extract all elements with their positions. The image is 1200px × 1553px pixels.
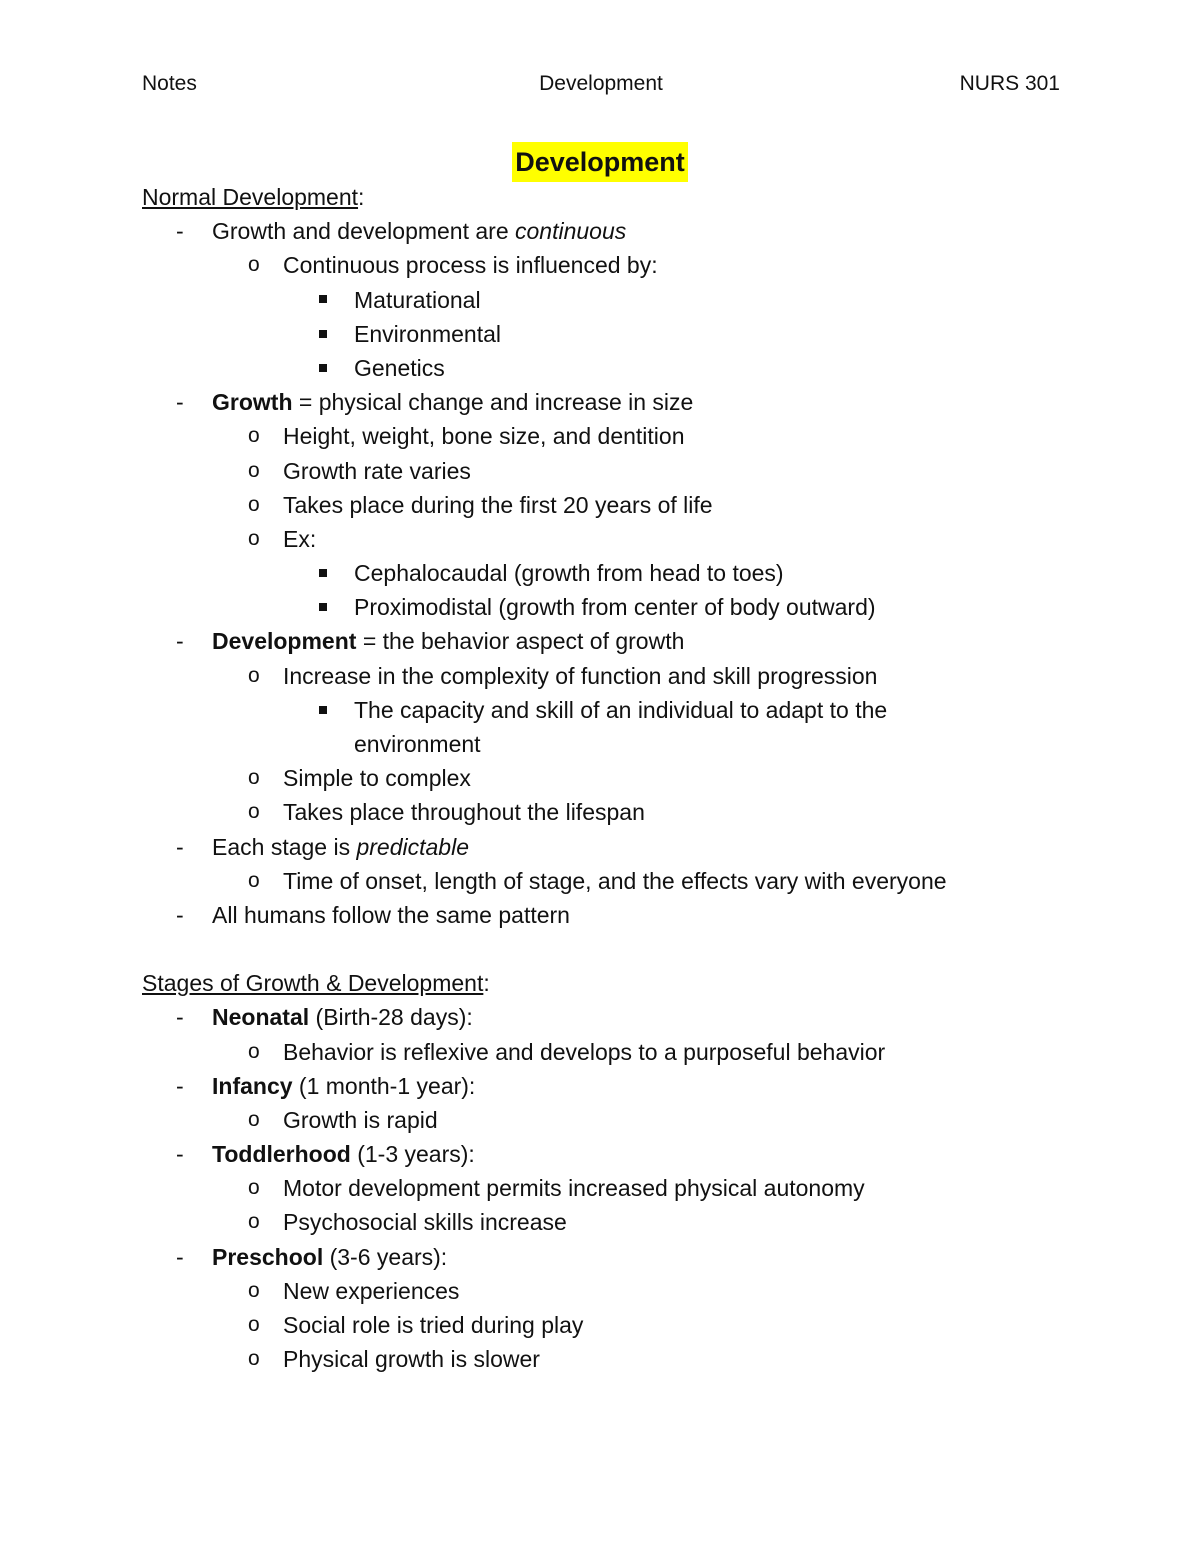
page-header bbox=[142, 72, 1060, 102]
circle-bullet: o bbox=[248, 663, 260, 687]
item-text: environment bbox=[354, 731, 481, 757]
list-item bbox=[142, 385, 1062, 419]
header-center: Development bbox=[539, 72, 663, 95]
item-text: The capacity and skill of an individual to adapt to the bbox=[354, 696, 888, 723]
item-text bbox=[212, 1000, 473, 1034]
circle-bullet: o bbox=[248, 458, 260, 482]
text-part: = the behavior aspect of growth bbox=[356, 628, 685, 655]
text-part: (3-6 years): bbox=[323, 1243, 448, 1270]
dash-bullet: - bbox=[176, 833, 184, 860]
circle-bullet: o bbox=[248, 766, 260, 790]
list-item bbox=[142, 1274, 1062, 1308]
list-item bbox=[142, 556, 1062, 590]
header-right: NURS 301 bbox=[959, 72, 1060, 95]
circle-bullet: o bbox=[248, 1176, 260, 1200]
text-part: = physical change and increase in size bbox=[292, 389, 694, 416]
item-text: Increase in the complexity of function and skill progression bbox=[283, 662, 878, 689]
item-text: Time of onset, length of stage, and the effects vary with everyone bbox=[283, 867, 947, 894]
item-text: Continuous process is influenced by: bbox=[283, 252, 658, 279]
bold-term: Growth bbox=[212, 389, 293, 416]
section-heading-colon: : bbox=[358, 184, 365, 210]
item-text: Ex: bbox=[283, 525, 317, 552]
list-item bbox=[142, 1103, 1062, 1137]
circle-bullet: o bbox=[248, 526, 260, 550]
circle-bullet: o bbox=[248, 868, 260, 892]
dash-bullet: - bbox=[176, 1072, 184, 1099]
document-title: Development bbox=[512, 142, 688, 182]
square-bullet-icon bbox=[319, 283, 327, 317]
list-item bbox=[142, 317, 1062, 351]
section-heading bbox=[142, 180, 1062, 214]
item-text: Social role is tried during play bbox=[283, 1312, 584, 1338]
list-item bbox=[142, 590, 1062, 624]
dash-bullet: - bbox=[176, 389, 184, 416]
bold-term: Toddlerhood bbox=[212, 1141, 351, 1168]
dash-bullet: - bbox=[176, 1243, 184, 1270]
list-item bbox=[142, 830, 1062, 864]
item-text bbox=[212, 624, 684, 658]
square-bullet-icon bbox=[319, 351, 327, 385]
list-item bbox=[142, 1137, 1062, 1171]
text-part: (1 month-1 year): bbox=[292, 1072, 476, 1099]
circle-bullet: o bbox=[248, 1210, 260, 1234]
item-text bbox=[212, 1137, 475, 1171]
item-text: Maturational bbox=[354, 286, 481, 313]
list-item bbox=[142, 624, 1062, 658]
list-item bbox=[142, 1240, 1062, 1274]
notes-body bbox=[142, 180, 1062, 1376]
item-text: Psychosocial skills increase bbox=[283, 1209, 567, 1236]
circle-bullet: o bbox=[248, 253, 260, 277]
list-item bbox=[142, 1035, 1062, 1069]
blank-line bbox=[142, 932, 1062, 966]
item-text: Proximodistal (growth from center of body outward) bbox=[354, 594, 876, 621]
list-item bbox=[142, 283, 1062, 317]
square-bullet-icon bbox=[319, 693, 327, 727]
item-text: Environmental bbox=[354, 320, 502, 347]
title-wrap bbox=[0, 142, 1200, 182]
emphasis-text: continuous bbox=[515, 218, 627, 245]
item-text bbox=[212, 1240, 447, 1274]
section-heading-colon: : bbox=[483, 970, 490, 997]
section-heading bbox=[142, 966, 1062, 1000]
circle-bullet: o bbox=[248, 1278, 260, 1302]
list-item bbox=[142, 898, 1062, 932]
text-part: Growth and development are bbox=[212, 218, 516, 245]
list-item bbox=[142, 419, 1062, 453]
emphasis-text: predictable bbox=[356, 833, 469, 860]
circle-bullet: o bbox=[248, 800, 260, 824]
dash-bullet: - bbox=[176, 218, 184, 245]
list-item bbox=[142, 864, 1062, 898]
list-item bbox=[142, 522, 1062, 556]
dash-bullet: - bbox=[176, 628, 184, 655]
dash-bullet: - bbox=[176, 1004, 184, 1031]
square-bullet-icon bbox=[319, 556, 327, 590]
dash-bullet: - bbox=[176, 1141, 184, 1168]
list-item bbox=[142, 1069, 1062, 1103]
list-item bbox=[142, 795, 1062, 829]
item-text: Physical growth is slower bbox=[283, 1346, 540, 1373]
section-heading-text: Stages of Growth & Development bbox=[142, 970, 484, 997]
item-text: Takes place throughout the lifespan bbox=[283, 799, 645, 826]
list-item bbox=[142, 1308, 1062, 1342]
list-item bbox=[142, 454, 1062, 488]
item-text bbox=[212, 214, 626, 248]
bold-term: Preschool bbox=[212, 1243, 324, 1270]
item-text: Takes place during the first 20 years of life bbox=[283, 491, 713, 518]
text-part: Each stage is bbox=[212, 833, 357, 860]
list-item bbox=[142, 214, 1062, 248]
header-left: Notes bbox=[142, 72, 197, 95]
item-text bbox=[212, 1069, 475, 1103]
text-part: (Birth-28 days): bbox=[309, 1004, 473, 1031]
circle-bullet: o bbox=[248, 1039, 260, 1063]
item-text: Cephalocaudal (growth from head to toes) bbox=[354, 560, 784, 587]
item-text: Height, weight, bone size, and dentition bbox=[283, 423, 685, 450]
section-heading-text: Normal Development bbox=[142, 184, 359, 210]
item-text: New experiences bbox=[283, 1277, 460, 1304]
list-item-continuation bbox=[142, 727, 1062, 761]
list-item bbox=[142, 1000, 1062, 1034]
circle-bullet: o bbox=[248, 492, 260, 516]
bold-term: Neonatal bbox=[212, 1004, 310, 1031]
item-text: Behavior is reflexive and develops to a purposeful behavior bbox=[283, 1038, 886, 1065]
item-text: Simple to complex bbox=[283, 765, 471, 792]
bold-term: Infancy bbox=[212, 1072, 293, 1099]
list-item bbox=[142, 761, 1062, 795]
item-text: Growth is rapid bbox=[283, 1106, 438, 1133]
item-text bbox=[212, 830, 469, 864]
list-item bbox=[142, 1171, 1062, 1205]
item-text: All humans follow the same pattern bbox=[212, 901, 570, 928]
list-item bbox=[142, 248, 1062, 282]
list-item bbox=[142, 1342, 1062, 1376]
circle-bullet: o bbox=[248, 424, 260, 448]
circle-bullet: o bbox=[248, 1347, 260, 1371]
text-part: (1-3 years): bbox=[350, 1141, 475, 1168]
list-item bbox=[142, 659, 1062, 693]
list-item bbox=[142, 488, 1062, 522]
list-item bbox=[142, 693, 1062, 727]
dash-bullet: - bbox=[176, 901, 184, 928]
circle-bullet: o bbox=[248, 1313, 260, 1336]
list-item bbox=[142, 351, 1062, 385]
square-bullet-icon bbox=[319, 317, 327, 351]
bold-term: Development bbox=[212, 628, 357, 655]
list-item bbox=[142, 1205, 1062, 1239]
square-bullet-icon bbox=[319, 590, 327, 624]
item-text bbox=[212, 385, 693, 419]
item-text: Genetics bbox=[354, 354, 445, 381]
item-text: Growth rate varies bbox=[283, 457, 471, 484]
circle-bullet: o bbox=[248, 1107, 260, 1131]
item-text: Motor development permits increased physical autonomy bbox=[283, 1175, 865, 1202]
